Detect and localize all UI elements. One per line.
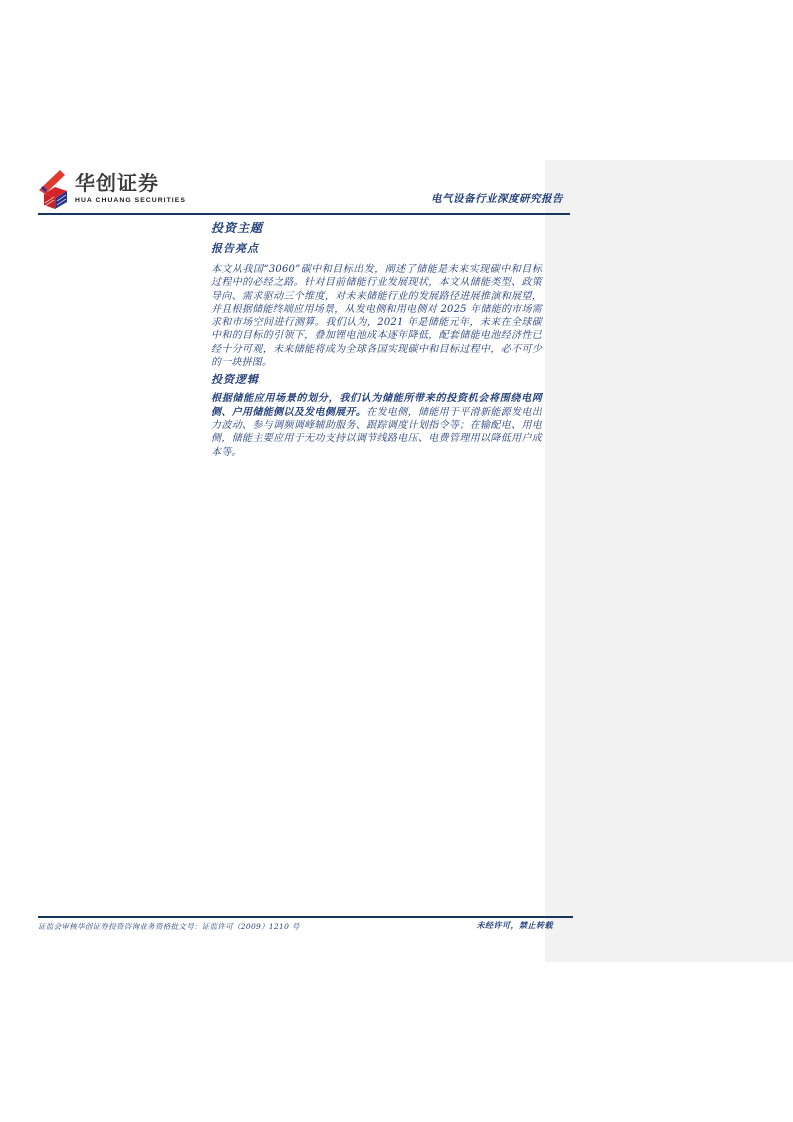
logic-paragraph [211, 392, 542, 458]
subsection-title-investment-logic: 投资逻辑 [211, 373, 259, 387]
footer-rule [38, 916, 573, 918]
footer-license-text: 证监会审核华创证券投资咨询业务资格批文号：证监许可（2009）1210 号 [38, 922, 300, 931]
logo-text [75, 164, 186, 204]
section-title-investment-theme: 投资主题 [211, 221, 264, 235]
right-gray-panel [545, 160, 793, 962]
highlights-paragraph: 本文从我国“3060”碳中和目标出发，阐述了储能是未来实现碳中和目标过程中的必经之路。针对目前储能行业发展现状，本文从储能类型、政策导向、需求驱动三个维度，对未来储能行业的发展路径进展推演和展望，并且根据储能终端应用场景，从发电侧和用电侧对 2025 年储能的市场需求和市场空间进行测算。我们认为，2021 年是储能元年，未来在全球碳中和的目标的引领下，叠加锂电池成本逐年降低，配套储能电池经济性已经十分可观，未来储能将成为全球各国实现碳中和目标过程中，必不可少的一块拼图。 [211, 264, 542, 369]
content-column [211, 221, 542, 459]
brand-name-cn: 华创证券 [75, 173, 159, 195]
report-type-title: 电气设备行业深度研究报告 [431, 193, 563, 205]
header-rule [38, 213, 570, 215]
logo-cube-icon [38, 164, 70, 210]
logic-paragraph-rest: 在发电侧，储能用于平滑新能源发电出力波动、参与调频调峰辅助服务、跟踪调度计划指令等；在输配电、用电侧，储能主要应用于无功支持以调节线路电压、电费管理用以降低用户成本等。 [211, 406, 543, 458]
brand-name-en: HUA CHUANG SECURITIES [75, 197, 186, 204]
footer-copyright-text: 未经许可，禁止转载 [476, 920, 553, 930]
logic-paragraph-lead: 根据储能应用场景的划分，我们认为储能所带来的投资机会将围绕电网侧、户用储能侧以及发电侧展开。 [211, 393, 542, 418]
huachuang-logo [38, 164, 186, 210]
subsection-title-report-highlights: 报告亮点 [211, 242, 259, 255]
